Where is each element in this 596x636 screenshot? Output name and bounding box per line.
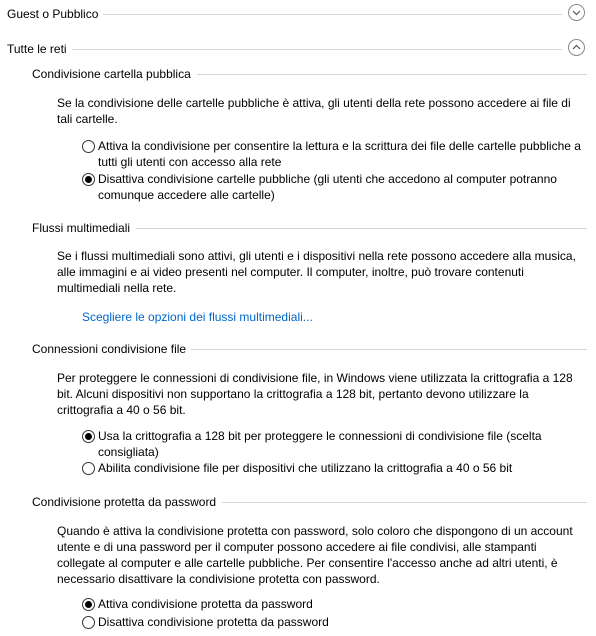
radio-label: Disattiva condivisione protetta da password [98,615,329,629]
section-header-title: Tutte le reti [7,42,67,56]
radio-button-selected[interactable] [82,173,95,186]
media-streaming-description: Se i flussi multimediali sono attivi, gli utenti e i dispositivi nella rete possono accedere alla musica, alle immagini e ai video presenti nel computer. Il computer, inoltre, può trovare contenuti multimediali nella rete. [57,249,576,295]
file-sharing-description: Per proteggere le connessioni di condivisione file, in Windows viene utilizzata la crittografia a 128 bit. Alcuni dispositivi non supportano la crittografia a 128 bit, pertanto devono utilizzare la crittografia a 40 o 56 bit. [57,371,573,417]
radio-label: Usa la crittografia a 128 bit per proteggere le connessioni di condivisione file (scelta consigliata) [98,429,542,459]
divider [103,14,562,15]
radio-label: Attiva condivisione protetta da password [98,597,313,611]
chevron-up-icon[interactable] [568,39,585,56]
group-title-public-folder: Condivisione cartella pubblica [32,67,191,81]
media-streaming-options-link[interactable]: Scegliere le opzioni dei flussi multimediali... [82,310,313,324]
section-header-guest[interactable] [0,3,596,25]
password-sharing-description: Quando è attiva la condivisione protetta con password, solo coloro che dispongono di un account utente e di una password per il computer possono accedere ai file condivisi, alle stampanti collegate al computer e alle cartelle pubbliche. Per consentire l'accesso anche ad altri utenti, è necessario disattivare la condivisione protetta con password. [57,524,573,586]
divider [197,74,587,75]
radio-button[interactable] [82,140,95,153]
section-header-all-networks[interactable] [0,38,596,60]
divider [136,228,587,229]
radio-label: Attiva la condivisione per consentire la lettura e la scrittura dei file delle cartelle pubbliche a tutti gli utenti con accesso alla rete [98,139,581,169]
section-header-title: Guest o Pubblico [7,7,99,21]
radio-label: Abilita condivisione file per dispositivi che utilizzano la crittografia a 40 o 56 bit [98,461,513,475]
divider [72,49,562,50]
radio-button[interactable] [82,616,95,629]
group-title-password-sharing: Condivisione protetta da password [32,495,217,509]
divider [191,349,587,350]
group-title-file-sharing: Connessioni condivisione file [32,342,187,356]
group-title-media-streaming: Flussi multimediali [32,221,131,235]
radio-label: Disattiva condivisione cartelle pubbliche (gli utenti che accedono al computer potranno comunque accedere alle cartelle) [98,172,557,202]
public-folder-description: Se la condivisione delle cartelle pubbliche è attiva, gli utenti della rete possono accedere ai file di tali cartelle. [57,96,571,126]
radio-button-selected[interactable] [82,430,95,443]
chevron-down-icon[interactable] [568,4,585,21]
radio-button[interactable] [82,462,95,475]
radio-button-selected[interactable] [82,598,95,611]
divider [222,502,587,503]
